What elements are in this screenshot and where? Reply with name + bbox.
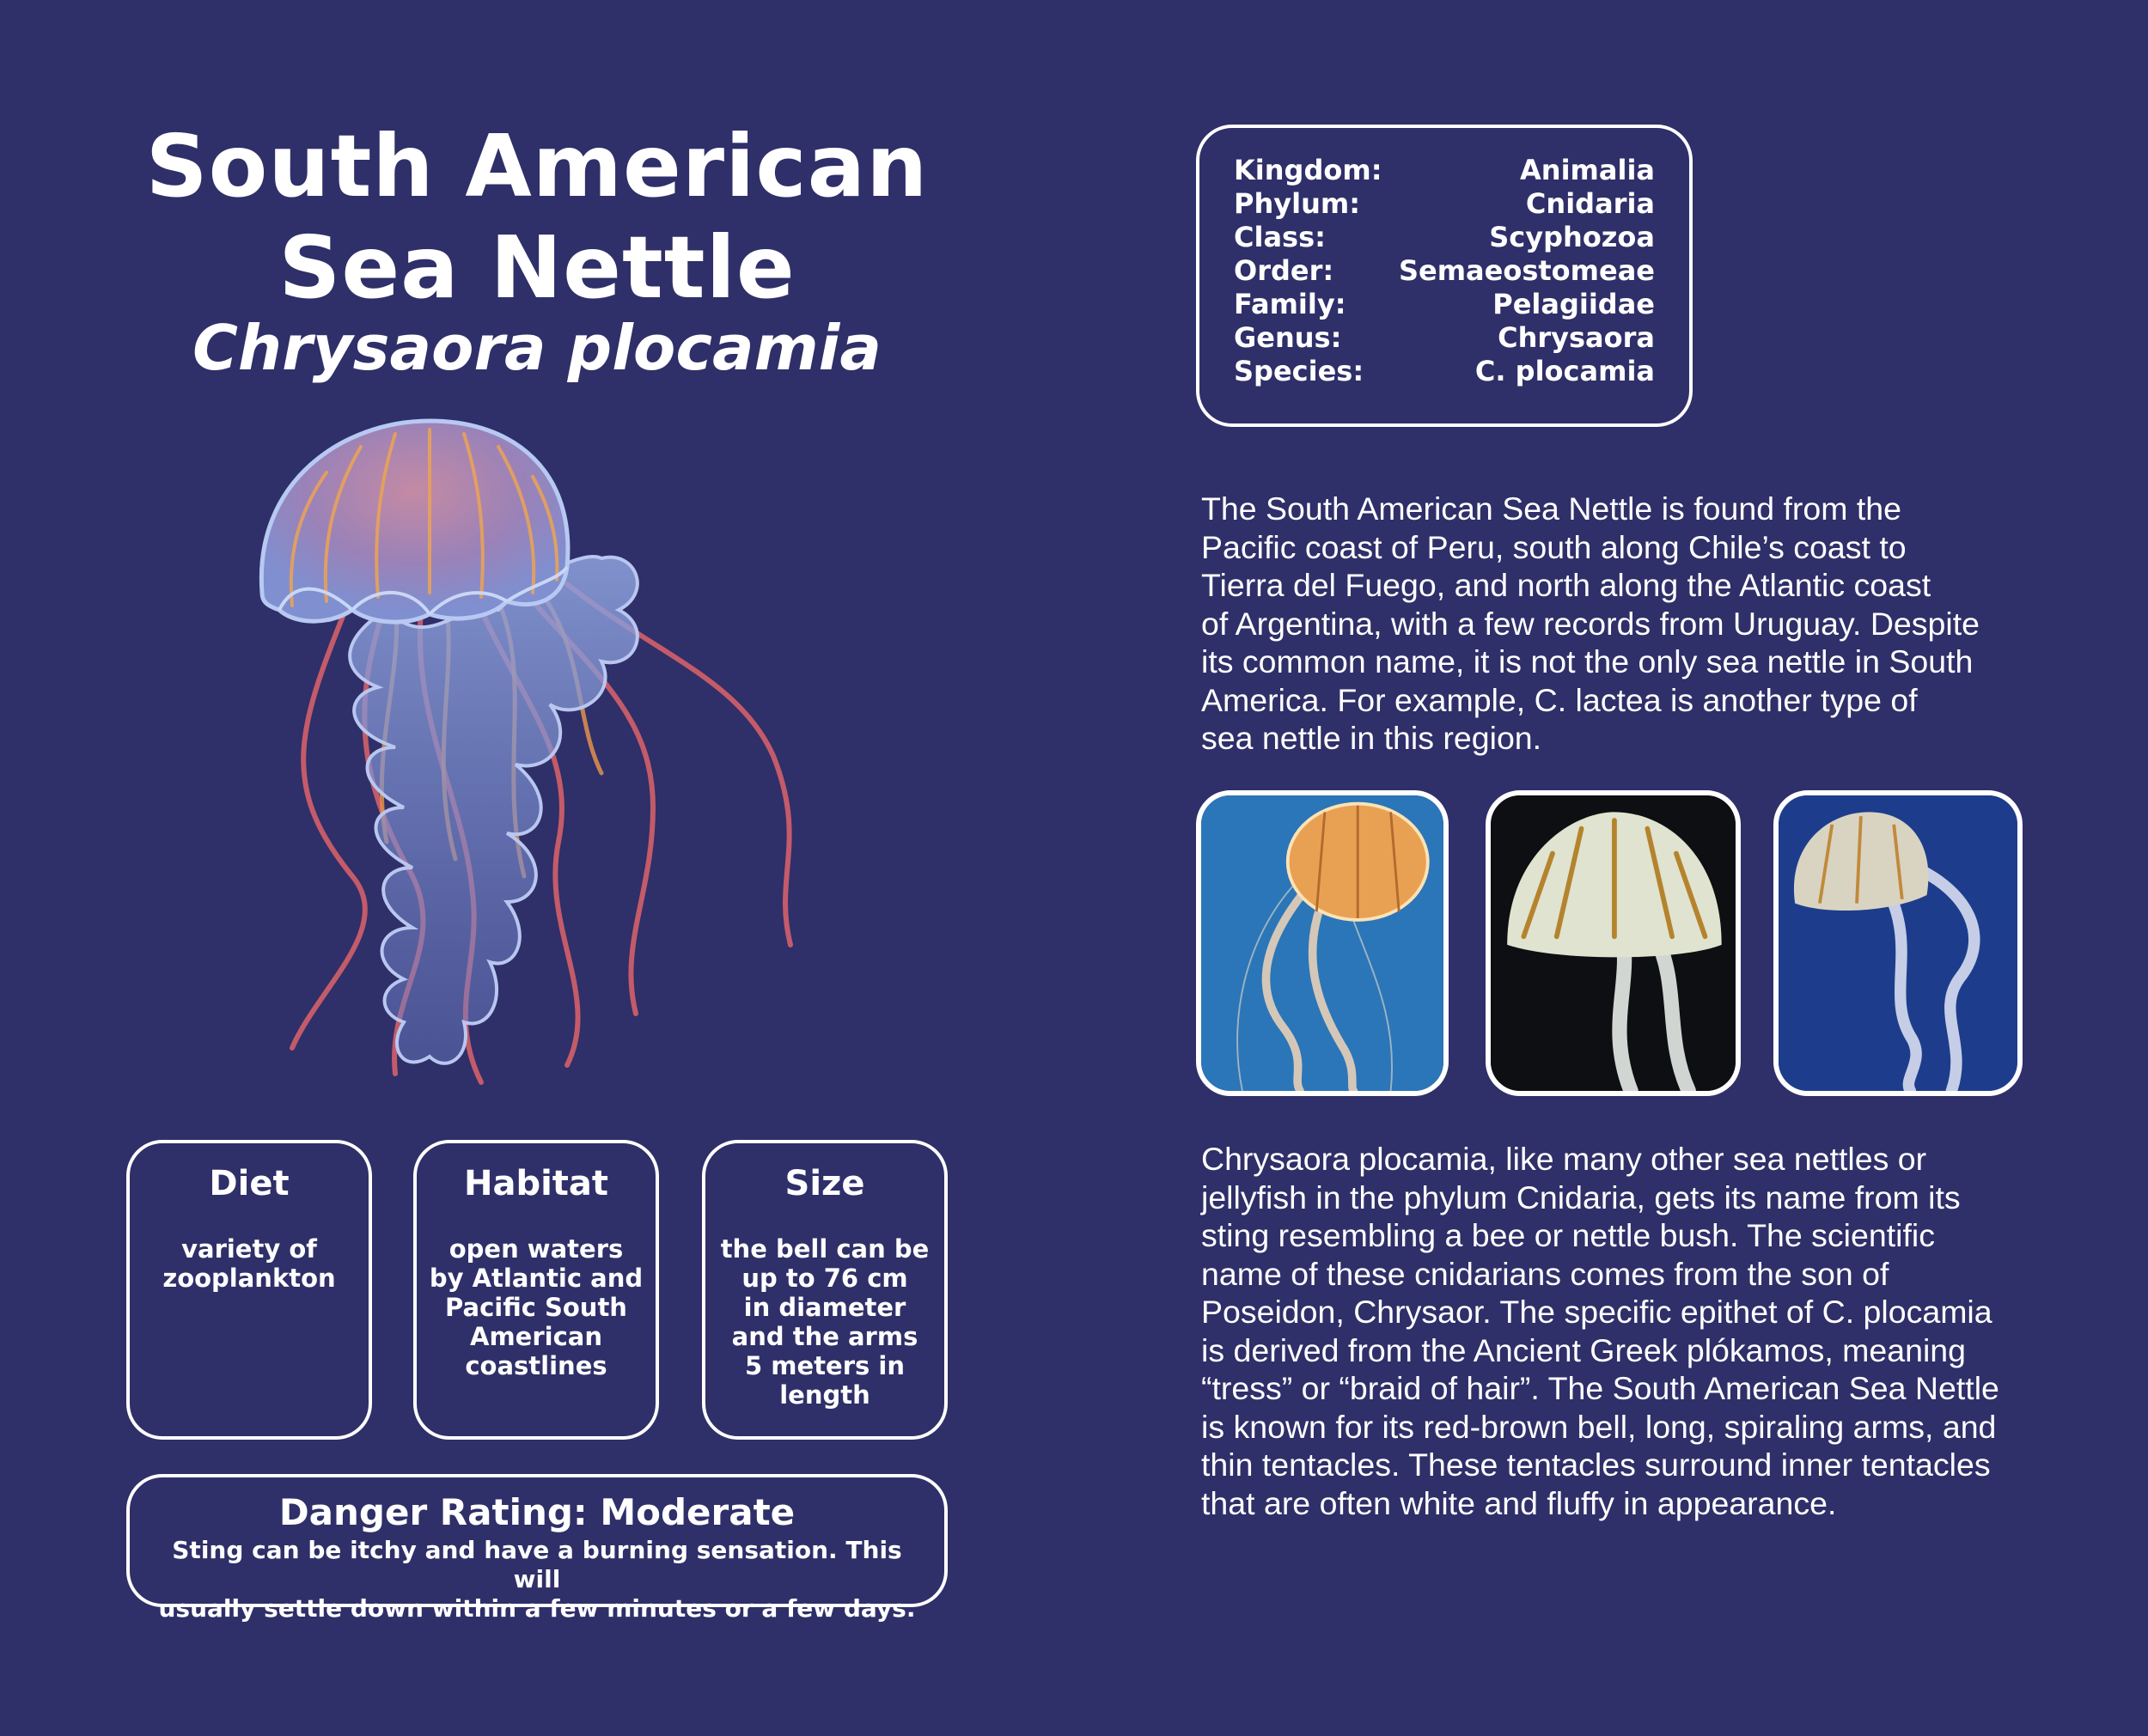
diet-text xyxy=(142,1234,357,1293)
size-line: 5 meters in xyxy=(745,1351,905,1380)
danger-text xyxy=(147,1536,927,1623)
description-line: “tress” or “braid of hair”. The South American Sea Nettle xyxy=(1201,1370,1999,1406)
title-line-2: Sea Nettle xyxy=(278,217,796,318)
habitat-text xyxy=(429,1234,644,1380)
intro-paragraph xyxy=(1201,490,2035,758)
size-text xyxy=(717,1234,932,1410)
taxonomy-row-family xyxy=(1234,288,1655,321)
taxonomy-row-order xyxy=(1234,254,1655,288)
description-line: is known for its red-brown bell, long, spiraling arms, and xyxy=(1201,1408,1997,1445)
description-paragraph xyxy=(1201,1140,2035,1522)
habitat-line: Pacific South xyxy=(445,1293,627,1322)
taxonomy-value: Cnidaria xyxy=(1525,187,1655,220)
description-line: thin tentacles. These tentacles surround inner tentacles xyxy=(1201,1447,1991,1483)
taxonomy-rank: Genus: xyxy=(1234,321,1342,354)
intro-line: sea nettle in this region. xyxy=(1201,720,1542,756)
size-line: and the arms xyxy=(731,1322,918,1351)
intro-line: Pacific coast of Peru, south along Chile’s coast to xyxy=(1201,528,1907,565)
intro-line: its common name, it is not the only sea nettle in South xyxy=(1201,643,1974,679)
habitat-line: open waters xyxy=(449,1234,624,1264)
jellyfish-photo-1 xyxy=(1196,790,1449,1096)
habitat-line: by Atlantic and xyxy=(429,1264,644,1293)
diet-line: zooplankton xyxy=(162,1264,336,1293)
taxonomy-rank: Phylum: xyxy=(1234,187,1360,220)
description-line: sting resembling a bee or nettle bush. The scientific xyxy=(1201,1217,1935,1253)
description-line: Poseidon, Chrysaor. The specific epithet of C. plocamia xyxy=(1201,1294,1992,1330)
jellyfish-photo-2 xyxy=(1486,790,1741,1096)
taxonomy-row-phylum xyxy=(1234,187,1655,221)
description-line: name of these cnidarians comes from the son of xyxy=(1201,1255,1889,1292)
taxonomy-value: C. plocamia xyxy=(1474,355,1655,387)
danger-line: usually settle down within a few minutes or a few days. xyxy=(158,1594,916,1623)
taxonomy-rank: Family: xyxy=(1234,288,1346,320)
jellyfish-photo-3 xyxy=(1773,790,2023,1096)
size-line: the bell can be xyxy=(720,1234,930,1264)
size-line: in diameter xyxy=(743,1293,906,1322)
taxonomy-rank: Class: xyxy=(1234,221,1326,253)
scientific-name: Chrysaora plocamia xyxy=(192,312,882,384)
taxonomy-value: Semaeostomeae xyxy=(1398,254,1655,287)
danger-rating-card xyxy=(126,1474,948,1623)
description-line: jellyfish in the phylum Cnidaria, gets its name from its xyxy=(1201,1179,1961,1215)
taxonomy-row-kingdom xyxy=(1234,154,1655,187)
size-line: length xyxy=(779,1380,870,1410)
page-title xyxy=(86,116,988,319)
diet-card xyxy=(126,1140,372,1440)
taxonomy-row-genus xyxy=(1234,321,1655,355)
description-line: is derived from the Ancient Greek plókamos, meaning xyxy=(1201,1331,1967,1368)
size-card xyxy=(702,1140,948,1440)
taxonomy-box xyxy=(1196,125,1693,427)
habitat-line: coastlines xyxy=(465,1351,607,1380)
jellyfish-illustration xyxy=(172,395,894,1117)
taxonomy-rank: Order: xyxy=(1234,254,1334,287)
taxonomy-row-species xyxy=(1234,355,1655,388)
intro-line: America. For example, C. lactea is another type of xyxy=(1201,681,1918,718)
intro-line: of Argentina, with a few records from Uruguay. Despite xyxy=(1201,605,1980,642)
diet-line: variety of xyxy=(181,1234,317,1264)
diet-title: Diet xyxy=(209,1164,290,1203)
description-line: Chrysaora plocamia, like many other sea nettles or xyxy=(1201,1141,1927,1177)
size-title: Size xyxy=(784,1164,865,1203)
taxonomy-value: Animalia xyxy=(1520,154,1655,186)
description-line: that are often white and fluffy in appearance. xyxy=(1201,1484,1837,1521)
danger-title: Danger Rating: Moderate xyxy=(278,1491,796,1533)
habitat-card xyxy=(413,1140,659,1440)
taxonomy-value: Scyphozoa xyxy=(1489,221,1655,253)
taxonomy-value: Pelagiidae xyxy=(1492,288,1655,320)
taxonomy-row-class xyxy=(1234,221,1655,254)
taxonomy-rank: Species: xyxy=(1234,355,1364,387)
danger-line: Sting can be itchy and have a burning sensation. This will xyxy=(172,1536,902,1593)
title-line-1: South American xyxy=(145,116,929,216)
intro-line: The South American Sea Nettle is found from the xyxy=(1201,490,1902,527)
size-line: up to 76 cm xyxy=(741,1264,908,1293)
habitat-line: American xyxy=(470,1322,602,1351)
intro-line: Tierra del Fuego, and north along the Atlantic coast xyxy=(1201,567,1931,603)
taxonomy-rank: Kingdom: xyxy=(1234,154,1382,186)
taxonomy-value: Chrysaora xyxy=(1498,321,1655,354)
habitat-title: Habitat xyxy=(463,1164,609,1203)
